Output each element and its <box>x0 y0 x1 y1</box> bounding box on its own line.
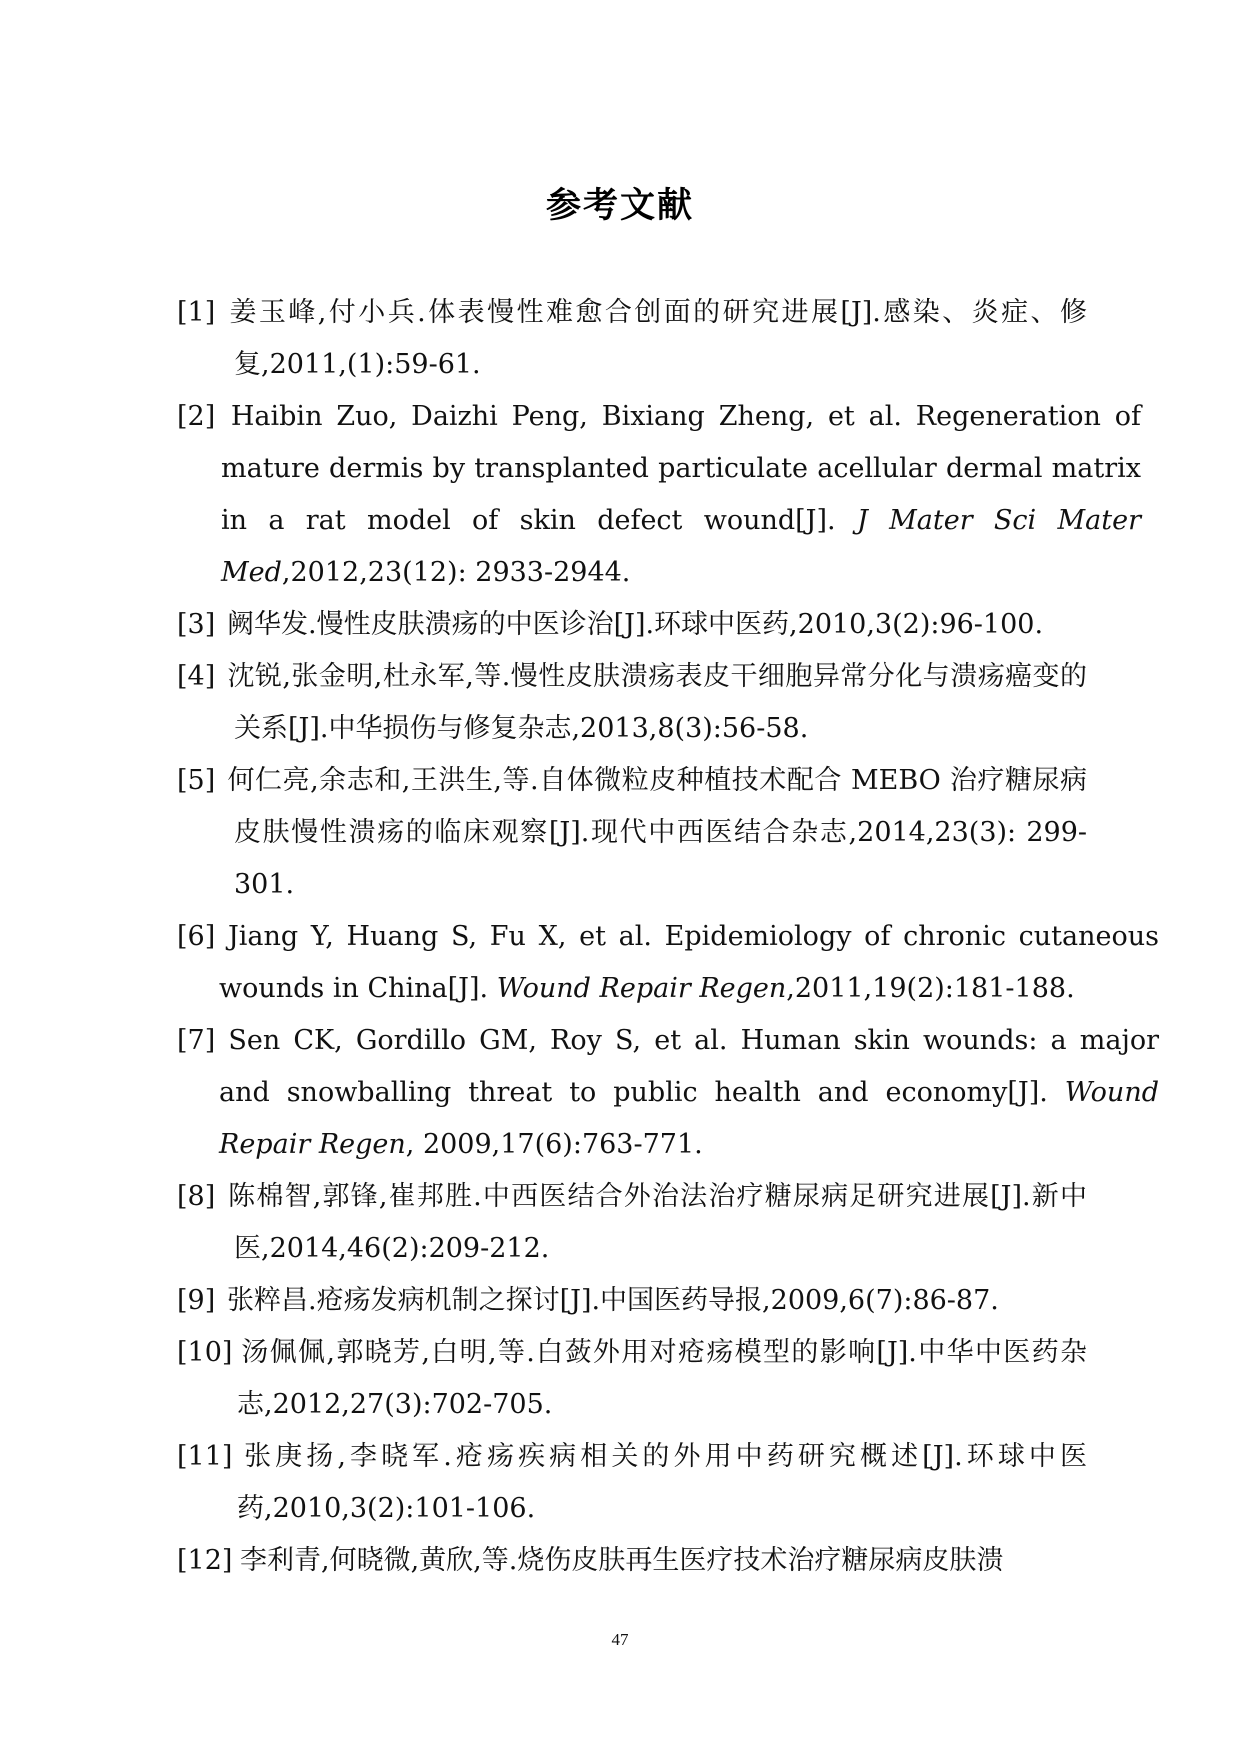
reference-item-1 <box>177 287 1087 391</box>
reference-citation: ,2012,23(12): 2933-2944. <box>281 557 631 588</box>
reference-number: [6] <box>177 921 216 952</box>
reference-item-3 <box>177 599 1087 651</box>
reference-item-10 <box>177 1327 1087 1431</box>
reference-text: 李利青,何晓微,黄欣,等.烧伤皮肤再生医疗技术治疗糖尿病皮肤溃 <box>240 1545 1004 1576</box>
reference-number: [8] <box>177 1181 216 1212</box>
reference-item-12 <box>177 1535 1087 1587</box>
reference-number: [1] <box>177 297 216 328</box>
reference-text: Jiang Y, Huang S, Fu X, et al. Epidemiology of chronic cutaneous wounds in China[J]. <box>219 921 1159 1004</box>
reference-text: 陈棉智,郭锋,崔邦胜.中西医结合外治法治疗糖尿病足研究进展[J].新中医,2014,46(2):209-212. <box>227 1181 1087 1264</box>
reference-text: Sen CK, Gordillo GM, Roy S, et al. Human skin wounds: a major and snowballing threat to public health and economy[J]. <box>219 1025 1159 1108</box>
reference-text: Haibin Zuo, Daizhi Peng, Bixiang Zheng, et al. Regeneration of mature dermis by transplanted particulate acellular dermal matrix in a rat model of skin defect wound[J]. <box>221 401 1141 536</box>
reference-text: 张庚扬,李晓军.疮疡疾病相关的外用中药研究概述[J].环球中医药,2010,3(2):101-106. <box>237 1441 1087 1524</box>
reference-citation: ,2011,19(2):181-188. <box>786 973 1075 1004</box>
reference-number: [11] <box>177 1441 233 1472</box>
reference-number: [4] <box>177 661 216 692</box>
page-title: 参考文献 <box>545 186 694 226</box>
reference-citation: , 2009,17(6):763-771. <box>405 1129 703 1160</box>
reference-list <box>177 287 1159 1587</box>
reference-item-4 <box>177 651 1087 755</box>
reference-text: 沈锐,张金明,杜永军,等.慢性皮肤溃疡表皮干细胞异常分化与溃疡癌变的关系[J].中华损伤与修复杂志,2013,8(3):56-58. <box>227 661 1087 744</box>
reference-text: 张粹昌.疮疡发病机制之探讨[J].中国医药导报,2009,6(7):86-87. <box>227 1285 999 1316</box>
reference-item-8 <box>177 1171 1087 1275</box>
reference-text: 汤佩佩,郭晓芳,白明,等.白蔹外用对疮疡模型的影响[J].中华中医药杂志,2012,27(3):702-705. <box>237 1337 1087 1420</box>
reference-text: 姜玉峰,付小兵.体表慢性难愈合创面的研究进展[J].感染、炎症、修复,2011,(1):59-61. <box>227 297 1087 380</box>
reference-number: [10] <box>177 1337 233 1368</box>
reference-journal: J Mater Sci Mater Med <box>221 505 1141 588</box>
reference-item-9 <box>177 1275 1087 1327</box>
reference-text: 阙华发.慢性皮肤溃疡的中医诊治[J].环球中医药,2010,3(2):96-100. <box>227 609 1044 640</box>
reference-journal: Wound Repair Regen <box>496 973 787 1004</box>
reference-item-7 <box>177 1015 1159 1171</box>
reference-number: [12] <box>177 1545 233 1576</box>
reference-item-6 <box>177 911 1159 1015</box>
reference-number: [5] <box>177 765 216 796</box>
reference-journal: Wound Repair Regen <box>219 1077 1159 1160</box>
reference-text: 何仁亮,余志和,王洪生,等.自体微粒皮种植技术配合 MEBO 治疗糖尿病皮肤慢性溃疡的临床观察[J].现代中西医结合杂志,2014,23(3): 299-301. <box>227 765 1087 900</box>
reference-number: [9] <box>177 1285 216 1316</box>
reference-item-11 <box>177 1431 1087 1535</box>
reference-number: [7] <box>177 1025 216 1056</box>
reference-item-2 <box>177 391 1141 599</box>
reference-number: [2] <box>177 401 216 432</box>
reference-item-5 <box>177 755 1087 911</box>
page-number: 47 <box>611 1630 629 1649</box>
reference-number: [3] <box>177 609 216 640</box>
